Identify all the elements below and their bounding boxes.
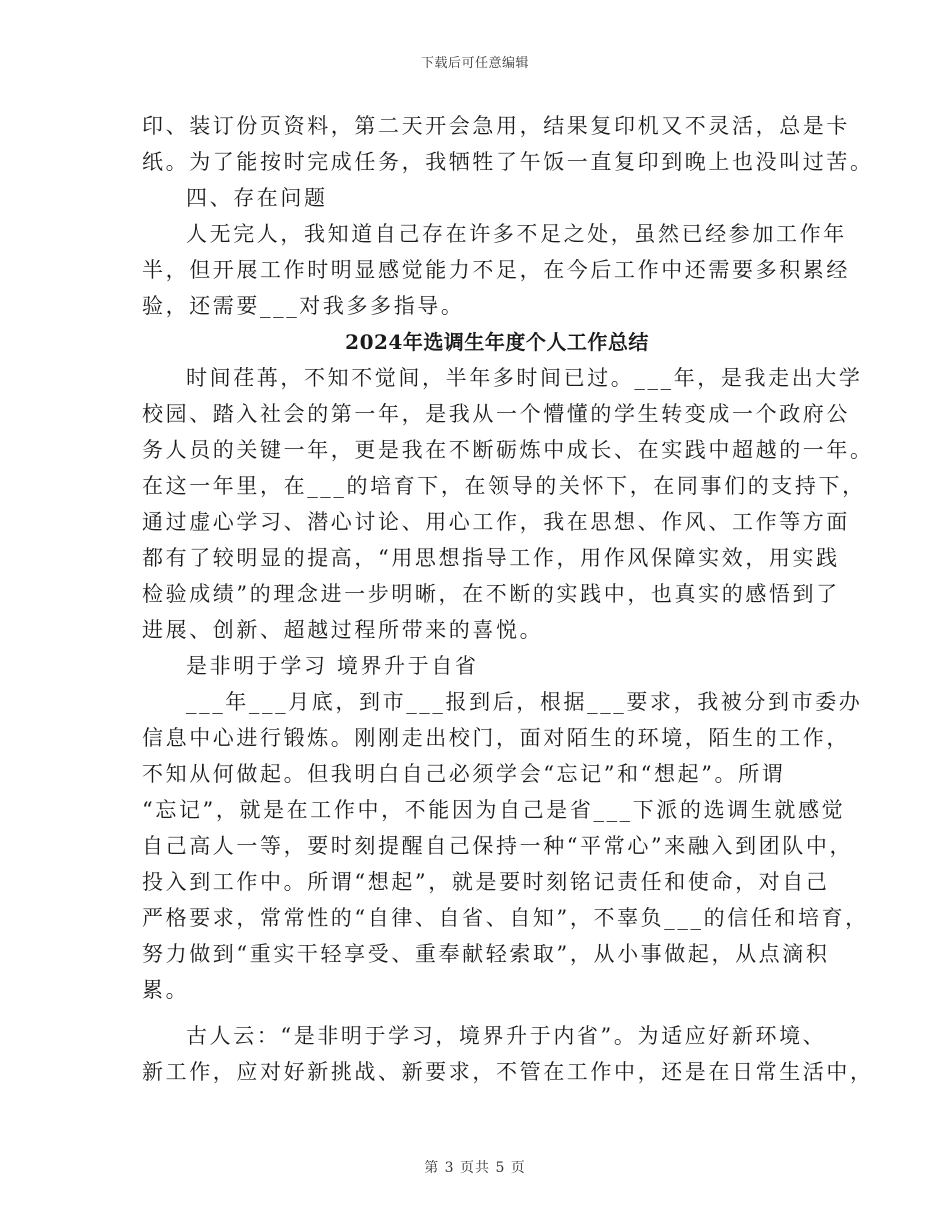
text-line: 通过虚心学习、潜心讨论、用心工作，我在思想、作风、工作等方面 [142,510,850,534]
text-line: 古人云：“是非明于学习，境界升于内省”。为适应好新环境、 [186,1024,827,1048]
text-line: 在这一年里，在___的培育下，在领导的关怀下，在同事们的支持下， [142,474,866,498]
text-line: 印、装订份页资料，第二天开会急用，结果复印机又不灵活，总是卡 [142,114,850,138]
text-line: 都有了较明显的提高，“用思想指导工作，用作风保障实效，用实践 [142,546,840,570]
page-header: 下载后可任意编辑 [420,56,529,71]
text-line: 时间荏苒，不知不觉间，半年多时间已过。___年，是我走出大学 [186,366,863,390]
text-line: ___年___月底，到市___报到后，根据___要求，我被分到市委办 [186,690,863,714]
document-title: 2024年选调生年度个人工作总结 [345,330,649,354]
text-line: 不知从何做起。但我明白自己必须学会“忘记”和“想起”。所谓 [142,762,786,786]
text-line: 验，还需要___对我多多指导。 [142,294,465,318]
page-footer: 第 3 页共 5 页 [424,1160,526,1176]
text-line: 信息中心进行锻炼。刚刚走出校门，面对陌生的环境，陌生的工作， [142,726,850,750]
text-line: 务人员的关键一年，更是我在不断砺炼中成长、在实践中超越的一年。 [142,438,874,462]
text-line: 人无完人，我知道自己存在许多不足之处，虽然已经参加工作年 [186,222,847,246]
section-heading: 四、存在问题 [186,186,328,210]
text-line: 自己高人一等，要时刻提醒自己保持一种“平常心”来融入到团队中， [142,834,854,858]
paragraph-spacer [142,1008,812,1018]
text-line: 累。 [142,978,190,1002]
text-line: 纸。为了能按时完成任务，我牺牲了午饭一直复印到晚上也没叫过苦。 [142,150,874,174]
text-line: 严格要求，常常性的“自律、自省、自知”，不辜负___的信任和培育， [142,906,869,930]
text-line: 新工作，应对好新挑战、新要求，不管在工作中，还是在日常生活中， [142,1060,874,1084]
text-line: 进展、创新、超越过程所带来的喜悦。 [142,618,544,642]
text-line: 努力做到“重实干轻享受、重奉献轻索取”，从小事做起，从点滴积 [142,942,830,966]
document-body [142,108,874,1090]
text-line: “忘记”，就是在工作中，不能因为自己是省___下派的选调生就感觉 [142,798,846,822]
text-line: 检验成绩”的理念进一步明晰，在不断的实践中，也真实的感悟到了 [142,582,840,606]
text-line: 校园、踏入社会的第一年，是我从一个懵懂的学生转变成一个政府公 [142,402,850,426]
text-line: 投入到工作中。所谓“想起”，就是要时刻铭记责任和使命，对自己 [142,870,830,894]
subheading: 是非明于学习 境界升于自省 [186,654,479,678]
text-line: 半，但开展工作时明显感觉能力不足，在今后工作中还需要多积累经 [142,258,850,282]
